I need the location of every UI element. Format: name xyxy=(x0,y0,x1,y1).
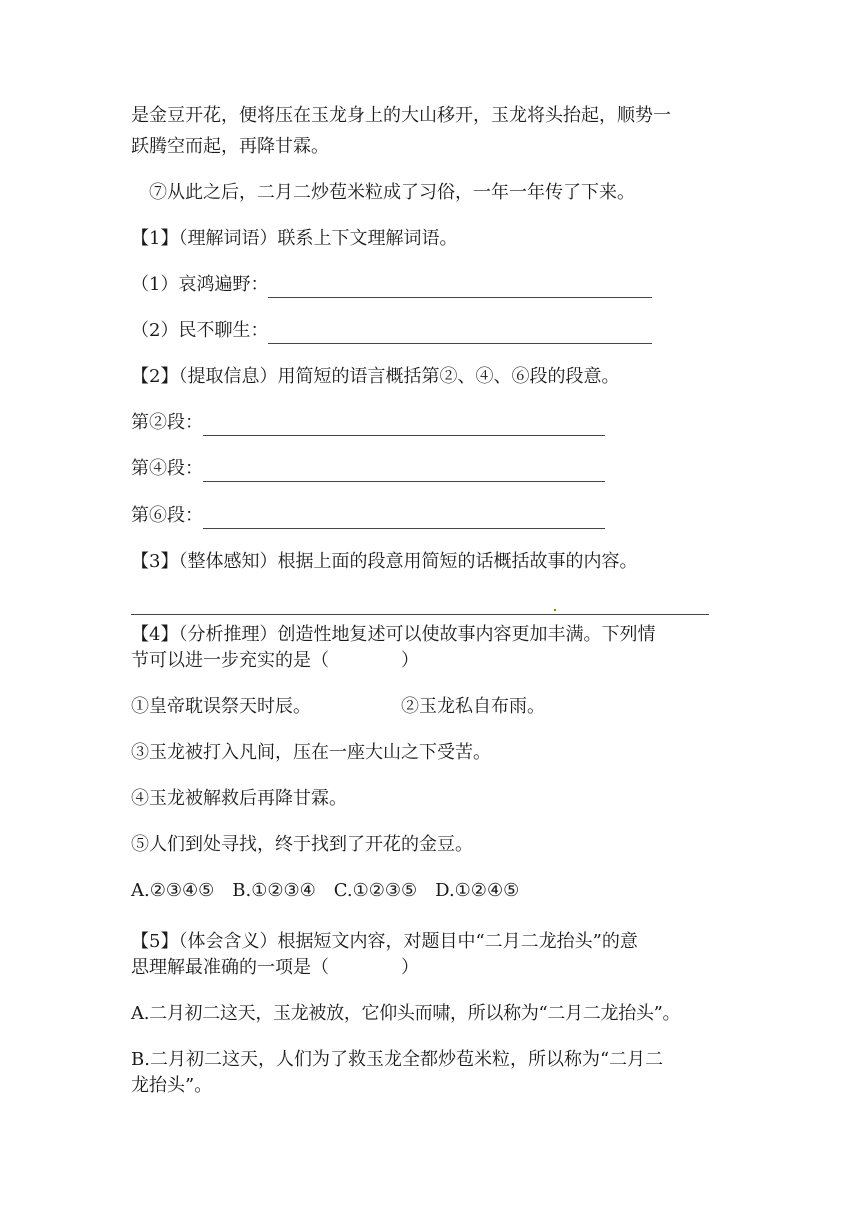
question-4-title-line-2 xyxy=(131,648,419,674)
question-2-paragraph-4-label: 第④段： xyxy=(131,458,203,479)
question-1-title: 【1】（理解词语）联系上下文理解词语。 xyxy=(131,228,458,249)
stray-mark xyxy=(554,609,556,611)
question-5-title-line-1: 【5】（体会含义）根据短文内容，对题目中“二月二龙抬头”的意 xyxy=(131,931,638,952)
question-5-option-b-line-2: 龙抬头”。 xyxy=(131,1075,213,1096)
answer-blank-2-2[interactable] xyxy=(203,417,605,436)
question-5-title-suffix: ） xyxy=(401,957,419,978)
question-1-item-2-label: （2）民不聊生： xyxy=(131,320,269,341)
passage-line-1: 是金豆开花，便将压在玉龙身上的大山移开，玉龙将头抬起，顺势一 xyxy=(131,105,671,126)
question-4-options-row-1 xyxy=(131,694,545,720)
answer-blank-2-4[interactable] xyxy=(203,463,605,482)
question-2-title: 【2】（提取信息）用简短的语言概括第②、④、⑥段的段意。 xyxy=(131,366,620,387)
question-4-option-3: ③玉龙被打入凡间，压在一座大山之下受苦。 xyxy=(131,742,491,763)
question-1-item-1 xyxy=(131,272,652,298)
question-5-title-line-2 xyxy=(131,955,419,981)
question-2-paragraph-2 xyxy=(131,410,605,436)
question-2-paragraph-6 xyxy=(131,503,605,529)
question-4-option-1: ①皇帝耽误祭天时辰。 xyxy=(131,696,311,717)
passage-line-2: 跃腾空而起，再降甘霖。 xyxy=(131,136,329,157)
answer-blank-3[interactable] xyxy=(131,614,709,615)
question-4-option-2: ②玉龙私自布雨。 xyxy=(401,696,545,717)
question-4-choices: A.②③④⑤ B.①②③④ C.①②③⑤ D.①②④⑤ xyxy=(131,880,520,901)
answer-blank-1-2[interactable] xyxy=(268,325,652,344)
question-4-title-prefix: 节可以进一步充实的是（ xyxy=(131,650,329,671)
question-3-title: 【3】（整体感知）根据上面的段意用简短的话概括故事的内容。 xyxy=(131,551,638,572)
question-4-title-suffix: ） xyxy=(401,650,419,671)
question-1-item-2 xyxy=(131,318,652,344)
question-5-option-a: A.二月初二这天，玉龙被放，它仰头而啸，所以称为“二月二龙抬头”。 xyxy=(131,1003,681,1024)
answer-blank-2-6[interactable] xyxy=(203,510,605,529)
question-2-paragraph-6-label: 第⑥段： xyxy=(131,505,203,526)
answer-blank-1-1[interactable] xyxy=(268,279,652,298)
question-4-title-line-1: 【4】（分析推理）创造性地复述可以使故事内容更加丰满。下列情 xyxy=(131,624,656,645)
question-4-option-4: ④玉龙被解救后再降甘霖。 xyxy=(131,788,347,809)
question-4-option-5: ⑤人们到处寻找，终于找到了开花的金豆。 xyxy=(131,834,473,855)
question-2-paragraph-2-label: 第②段： xyxy=(131,412,203,433)
question-1-item-1-label: （1）哀鸿遍野： xyxy=(131,274,269,295)
question-5-option-b-line-1: B.二月初二这天，人们为了救玉龙全都炒苞米粒，所以称为“二月二 xyxy=(131,1049,664,1070)
question-2-paragraph-4 xyxy=(131,456,605,482)
question-5-title-prefix: 思理解最准确的一项是（ xyxy=(131,957,329,978)
passage-paragraph-7: ⑦从此之后，二月二炒苞米粒成了习俗，一年一年传了下来。 xyxy=(149,182,635,203)
